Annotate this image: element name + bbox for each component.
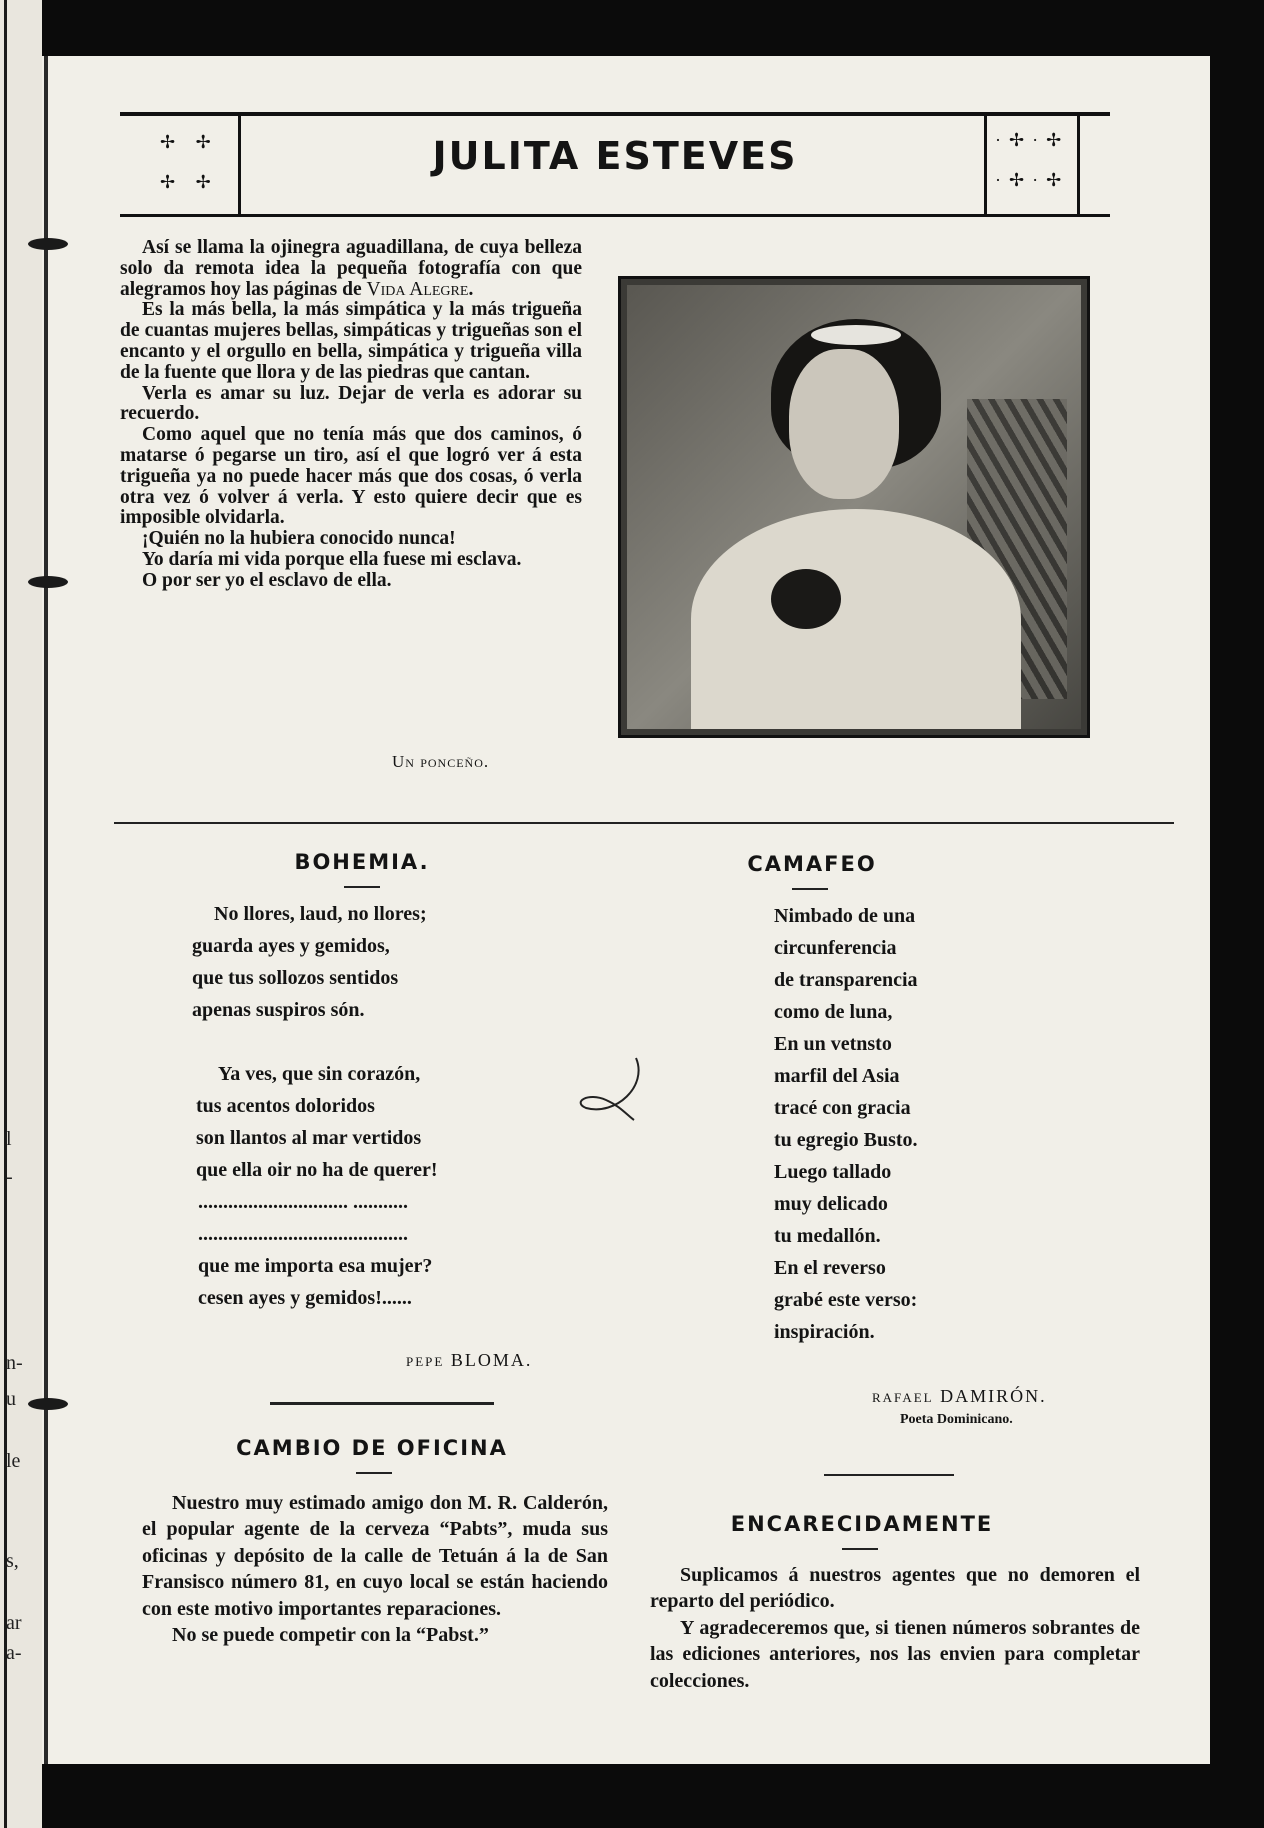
star-ornament-icon: ·✢·✢ <box>995 170 1070 190</box>
poem-line: que ella oir no ha de querer! <box>196 1159 438 1181</box>
poem-line: que tus sollozos sentidos <box>192 967 399 989</box>
poem-line: tus acentos doloridos <box>196 1095 375 1117</box>
section-divider <box>114 822 1174 824</box>
poem-line: tu medallón. <box>774 1225 881 1247</box>
cambio-notice <box>142 1490 608 1648</box>
title-dash <box>356 1472 392 1474</box>
poem-line: cesen ayes y gemidos!...... <box>198 1287 412 1309</box>
ellipsis-line: .......................................... <box>198 1223 408 1245</box>
spine-ornament-icon <box>28 238 68 250</box>
poem-line: En el reverso <box>774 1257 886 1279</box>
poem-line: tu egregio Busto. <box>774 1129 918 1151</box>
encarecidamente-notice <box>650 1562 1140 1694</box>
poem-line: tracé con gracia <box>774 1097 911 1119</box>
intro-paragraph: Es la más bella, la más simpática y la más trigueña de cuantas mujeres bellas, simpáticas y trigueñas son el encanto y el orgullo en bella, simpática y trigueña villa de la fuente que llora y de las piedras que cantan. <box>120 299 582 383</box>
poem-line: apenas suspiros són. <box>192 999 365 1021</box>
notice-paragraph: No se puede competir con la “Pabst.” <box>172 1624 489 1647</box>
binding-fragment: n- <box>6 1352 23 1374</box>
notice-paragraph: Nuestro muy estimado amigo don M. R. Calderón, el popular agente de la cerveza “Pabts”, muda sus oficinas y depósito de la calle de Tetuán á la de San Fransisco número 81, en cuyo local se están haciendo con este motivo importantes reparaciones. <box>142 1492 608 1620</box>
intro-paragraph: Verla es amar su luz. Dejar de verla es adorar su recuerdo. <box>120 382 582 425</box>
poem-line: muy delicado <box>774 1193 888 1215</box>
intro-article <box>120 238 582 592</box>
poem-line: que me importa esa mujer? <box>198 1255 433 1277</box>
section-divider <box>270 1402 494 1405</box>
spine-ornament-icon <box>28 576 68 588</box>
masthead-left-box <box>120 116 241 214</box>
binding-fragment: s, <box>6 1550 19 1572</box>
intro-paragraph: Como aquel que no tenía más que dos caminos, ó matarse ó pegarse un tiro, así el que logró ver á esta trigueña ya no puede hacer más que dos cosas, ó verla otra vez ó volver á verla. Y esto quiere decir que es imposible olvidarla. <box>120 424 582 529</box>
title-dash <box>792 888 828 890</box>
bohemia-poem <box>192 898 437 1314</box>
intro-paragraph: ¡Quién no la hubiera conocido nunca! <box>142 528 456 550</box>
camafeo-title: CAMAFEO <box>747 852 877 876</box>
ellipsis-line: .............................. ........... <box>198 1191 408 1213</box>
poem-line: inspiración. <box>774 1321 875 1343</box>
ink-scribble-icon <box>576 1056 646 1126</box>
intro-paragraph: Así se llama la ojinegra aguadillana, de cuya belleza solo da remota idea la pequeña fotografía con que alegramos hoy las páginas de Vida Alegre. <box>120 237 582 300</box>
poem-line: son llantos al mar vertidos <box>196 1127 422 1149</box>
intro-signature: Un ponceño. <box>392 752 490 771</box>
camafeo-poem <box>774 900 918 1348</box>
binding-fragment: - <box>6 1166 13 1188</box>
notice-paragraph: Suplicamos á nuestros agentes que no demoren el reparto del periódico. <box>650 1564 1140 1613</box>
poem-line: Luego tallado <box>774 1161 892 1183</box>
star-ornament-icon: ✢ ✢ <box>160 172 219 192</box>
cambio-title: CAMBIO DE OFICINA <box>236 1436 508 1460</box>
poem-line: de transparencia <box>774 969 918 991</box>
poem-line: Nimbado de una <box>774 905 916 927</box>
masthead-right-box <box>984 116 1080 214</box>
binding-fragment: a- <box>6 1642 22 1664</box>
star-ornament-icon: ·✢·✢ <box>995 130 1070 150</box>
binding-spine <box>44 56 48 1764</box>
binding-fragment: l <box>6 1128 12 1150</box>
star-ornament-icon: ✢ ✢ <box>160 132 219 152</box>
poem-line: En un vetnsto <box>774 1033 892 1055</box>
stanza-break <box>192 1026 437 1058</box>
newspaper-page <box>42 56 1210 1764</box>
poem-line: circunferencia <box>774 937 897 959</box>
title-dash <box>344 886 380 888</box>
poem-line: No llores, laud, no llores; <box>214 903 427 925</box>
page-title: JULITA ESTEVES <box>432 134 798 178</box>
masthead <box>120 112 1110 217</box>
portrait-photo <box>618 276 1090 738</box>
intro-paragraph: O por ser yo el esclavo de ella. <box>142 569 392 591</box>
previous-page-edge <box>0 0 42 1828</box>
poem-line: Ya ves, que sin corazón, <box>218 1063 421 1085</box>
intro-paragraph: Yo daría mi vida porque ella fuese mi esclava. <box>142 548 522 570</box>
camafeo-author: RAFAEL DAMIRÓN. <box>872 1386 1047 1406</box>
section-divider <box>824 1474 954 1476</box>
camafeo-author-note: Poeta Dominicano. <box>900 1412 1013 1427</box>
bohemia-title: BOHEMIA. <box>294 850 430 874</box>
binding-fragment: ar <box>6 1612 22 1634</box>
title-dash <box>842 1548 878 1550</box>
binding-fragment: le <box>6 1450 21 1472</box>
poem-line: marfil del Asia <box>774 1065 900 1087</box>
poem-line: grabé este verso: <box>774 1289 918 1311</box>
binding-fragment: u <box>6 1388 16 1410</box>
encarecidamente-title: ENCARECIDAMENTE <box>730 1512 994 1536</box>
poem-line: como de luna, <box>774 1001 893 1023</box>
publication-name: Vida Alegre <box>366 278 469 300</box>
poem-line: guarda ayes y gemidos, <box>192 935 390 957</box>
spine-ornament-icon <box>28 1398 68 1410</box>
notice-paragraph: Y agradeceremos que, si tienen números sobrantes de las ediciones anteriores, nos las envien para completar colecciones. <box>650 1616 1140 1692</box>
bohemia-author: PEPE BLOMA. <box>406 1350 533 1370</box>
